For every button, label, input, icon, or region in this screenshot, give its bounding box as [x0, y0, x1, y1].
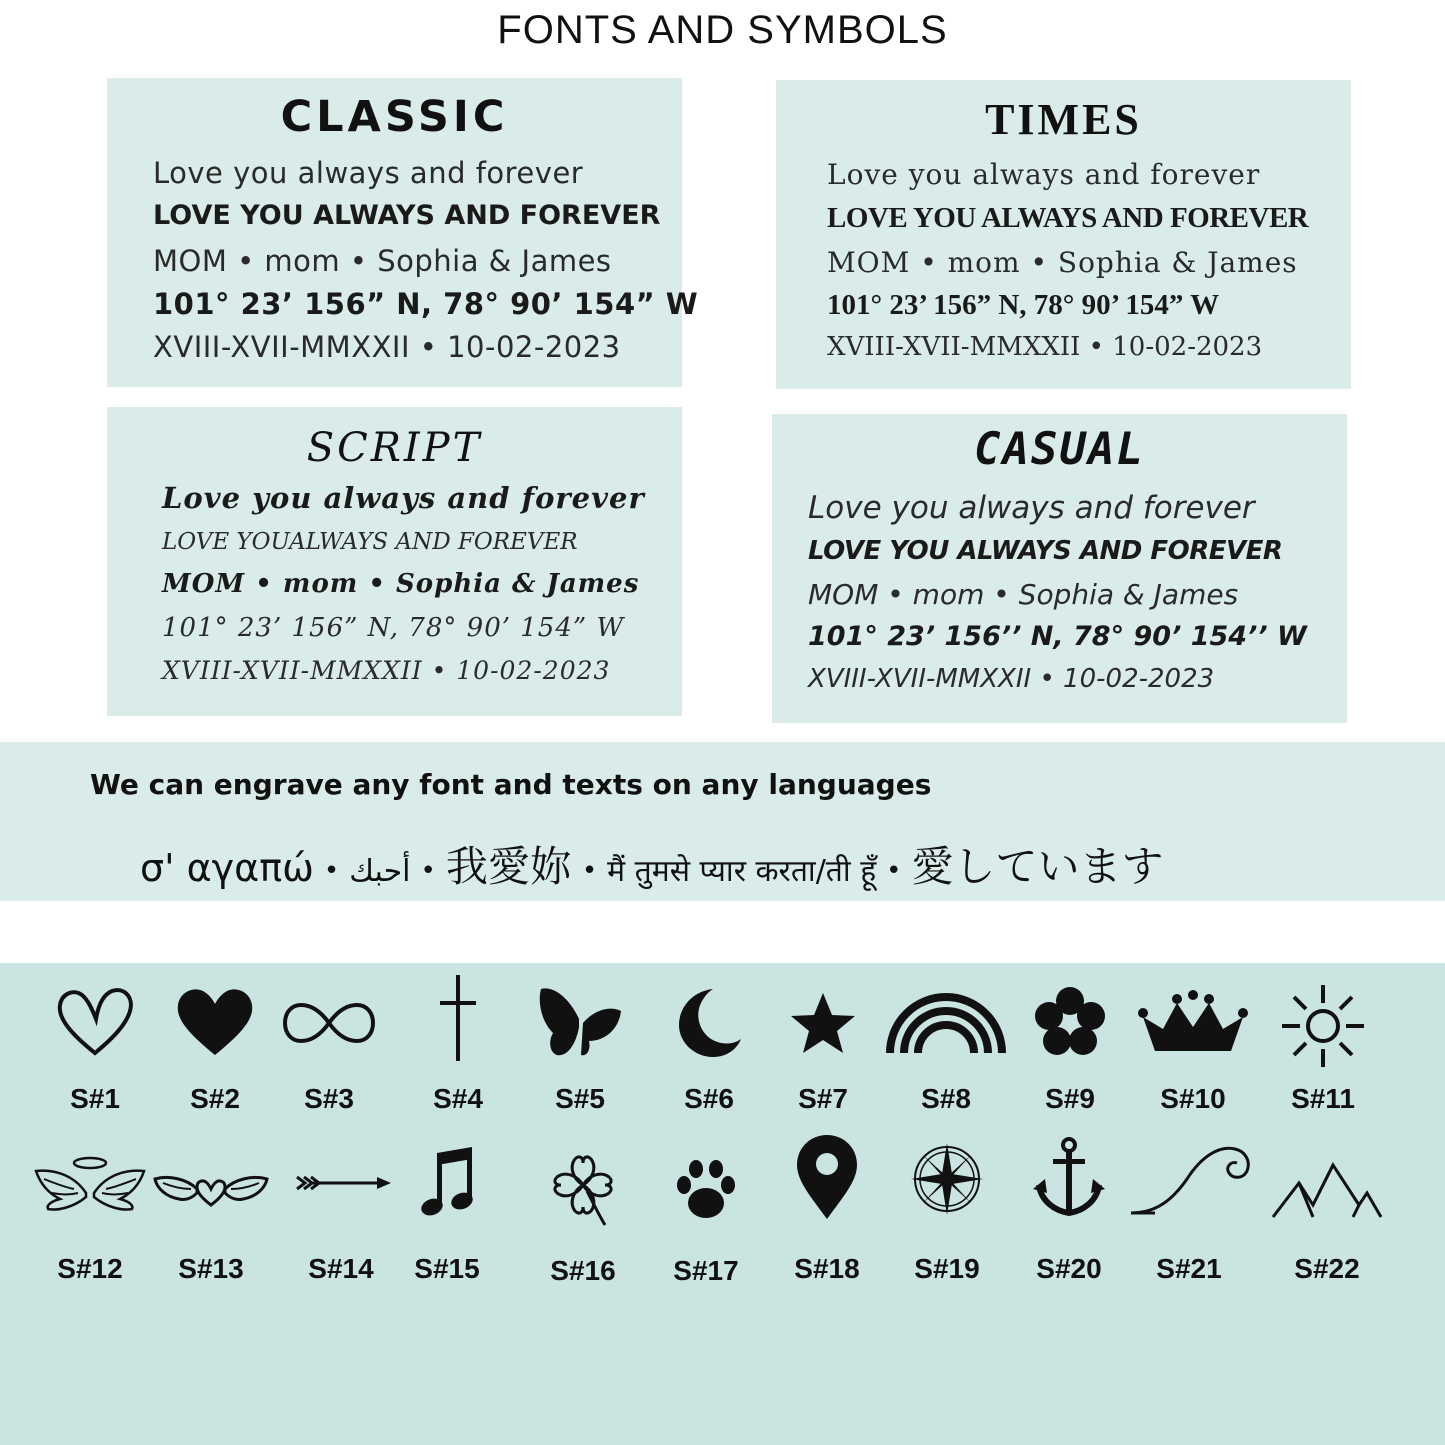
chinese-sample: 我愛妳	[445, 842, 572, 891]
symbol-17[interactable]	[641, 1149, 771, 1289]
heart-solid-icon	[170, 983, 260, 1063]
font-card-title: CASUAL	[974, 424, 1145, 475]
arrow-icon	[291, 1153, 391, 1233]
symbol-22[interactable]	[1262, 1153, 1392, 1293]
sample-line-dates: XVIII-XVII-MMXXII • 10-02-2023	[808, 664, 1215, 694]
infinity-icon	[279, 983, 379, 1063]
font-card-classic	[107, 78, 699, 387]
symbol-4[interactable]	[393, 973, 523, 1113]
sample-line-names: MOM • mom • Sophia & James	[808, 578, 1239, 611]
crown-icon	[1133, 983, 1253, 1063]
mountains-icon	[1269, 1153, 1385, 1223]
font-card-title: TIMES	[985, 95, 1142, 144]
font-card-casual	[772, 414, 1347, 723]
flower-icon	[1030, 983, 1110, 1063]
symbol-3[interactable]	[264, 983, 394, 1123]
symbol-label: S#14	[308, 1253, 374, 1284]
symbol-label: S#19	[914, 1253, 980, 1284]
clover-icon	[543, 1145, 623, 1235]
sample-line-names: MOM • mom • Sophia & James	[827, 246, 1298, 279]
symbol-1[interactable]	[30, 983, 160, 1123]
symbol-15[interactable]	[382, 1143, 512, 1283]
separator: •	[886, 855, 902, 886]
symbol-label: S#2	[190, 1083, 240, 1114]
compass-rose-icon	[907, 1139, 987, 1219]
separator: •	[420, 855, 436, 886]
map-pin-icon	[787, 1133, 867, 1223]
rainbow-icon	[884, 983, 1008, 1063]
symbol-label: S#20	[1036, 1253, 1102, 1284]
sample-line-dates: XVIII-XVII-MMXXII • 10-02-2023	[162, 656, 611, 685]
symbol-6[interactable]	[644, 983, 774, 1123]
symbol-label: S#21	[1156, 1253, 1222, 1284]
font-card-title: SCRIPT	[306, 425, 483, 471]
symbol-label: S#17	[673, 1255, 739, 1286]
symbol-19[interactable]	[882, 1139, 1012, 1284]
sample-line-coordinates: 101° 23’ 156’’ N, 78° 90’ 154’’ W	[808, 621, 1307, 652]
languages-heading: We can engrave any font and texts on any languages	[90, 768, 932, 801]
greek-sample: σ' αγαπώ	[140, 846, 314, 890]
wave-icon	[1127, 1143, 1251, 1223]
symbol-2[interactable]	[150, 983, 280, 1123]
sample-line-uppercase: LOVE YOU ALWAYS AND FOREVER	[808, 536, 1283, 566]
symbol-11[interactable]	[1258, 981, 1388, 1121]
music-note-icon	[407, 1143, 487, 1233]
symbol-16[interactable]	[518, 1145, 648, 1285]
symbol-18[interactable]	[762, 1133, 892, 1284]
font-card-times	[776, 80, 1351, 389]
sun-icon	[1278, 981, 1368, 1071]
sample-line-uppercase: LOVE YOU ALWAYS AND FOREVER	[153, 200, 661, 231]
crescent-moon-icon	[669, 983, 749, 1063]
symbol-label: S#9	[1045, 1083, 1095, 1114]
page-title: FONTS AND SYMBOLS	[497, 8, 948, 52]
sample-line-coordinates: 101° 23’ 156” N, 78° 90’ 154” W	[162, 613, 625, 643]
symbol-label: S#11	[1291, 1083, 1355, 1114]
symbol-label: S#6	[684, 1083, 734, 1114]
anchor-icon	[1029, 1135, 1109, 1221]
symbol-label: S#15	[414, 1253, 480, 1284]
symbol-label: S#18	[794, 1253, 860, 1284]
sample-line-uppercase: LOVE YOU ALWAYS AND FOREVER	[827, 202, 1309, 234]
arabic-sample: أحبك	[349, 854, 411, 889]
symbol-label: S#8	[921, 1083, 971, 1114]
sample-line-dates: XVIII-XVII-MMXXII • 10-02-2023	[827, 332, 1263, 362]
sample-line-coordinates: 101° 23’ 156” N, 78° 90’ 154” W	[153, 287, 699, 321]
languages-band	[0, 742, 1445, 901]
symbol-label: S#5	[555, 1083, 605, 1114]
japanese-sample: 愛しています	[911, 842, 1164, 891]
symbol-7[interactable]	[758, 983, 888, 1123]
font-card-script	[107, 407, 682, 716]
angel-wings-halo-icon	[34, 1153, 146, 1233]
separator: •	[581, 855, 598, 886]
font-card-title: CLASSIC	[280, 92, 509, 142]
sample-line-dates: XVIII-XVII-MMXXII • 10-02-2023	[153, 330, 621, 364]
symbol-8[interactable]	[881, 983, 1011, 1123]
symbol-label: S#3	[304, 1083, 354, 1114]
symbol-label: S#22	[1294, 1253, 1360, 1284]
symbol-label: S#7	[798, 1083, 848, 1114]
symbol-label: S#13	[178, 1253, 244, 1284]
hindi-sample: मैं तुमसे प्यार करता/ती हूँ	[607, 854, 877, 889]
sample-line-names: MOM • mom • Sophia & James	[162, 569, 640, 599]
sample-line-lowercase: Love you always and forever	[827, 158, 1261, 191]
sample-line-coordinates: 101° 23’ 156” N, 78° 90’ 154” W	[827, 289, 1220, 321]
symbol-9[interactable]	[1005, 983, 1135, 1123]
symbols-band	[0, 963, 1445, 1445]
symbol-21[interactable]	[1124, 1143, 1254, 1283]
sample-line-uppercase: LOVE YOUALWAYS AND FOREVER	[162, 529, 578, 555]
star-icon	[783, 983, 863, 1063]
symbol-label: S#4	[433, 1083, 483, 1114]
symbol-label: S#10	[1160, 1083, 1226, 1114]
cross-icon	[428, 973, 488, 1063]
symbol-label: S#1	[70, 1083, 120, 1114]
language-samples	[140, 834, 1340, 894]
winged-heart-icon	[151, 1153, 271, 1233]
heart-outline-icon	[50, 983, 140, 1063]
sample-line-lowercase: Love you always and forever	[153, 156, 584, 190]
symbol-10[interactable]	[1128, 983, 1258, 1123]
paw-print-icon	[666, 1149, 746, 1229]
symbol-label: S#12	[57, 1253, 123, 1284]
symbol-20[interactable]	[1004, 1135, 1134, 1284]
symbol-label: S#16	[550, 1255, 616, 1286]
sample-line-lowercase: Love you always and forever	[162, 481, 645, 515]
symbol-13[interactable]	[146, 1153, 276, 1293]
sample-line-lowercase: Love you always and forever	[808, 490, 1255, 526]
butterfly-icon	[535, 983, 625, 1063]
separator: •	[323, 855, 340, 886]
sample-line-names: MOM • mom • Sophia & James	[153, 244, 612, 278]
symbol-5[interactable]	[515, 983, 645, 1123]
symbol-12[interactable]	[25, 1153, 155, 1293]
